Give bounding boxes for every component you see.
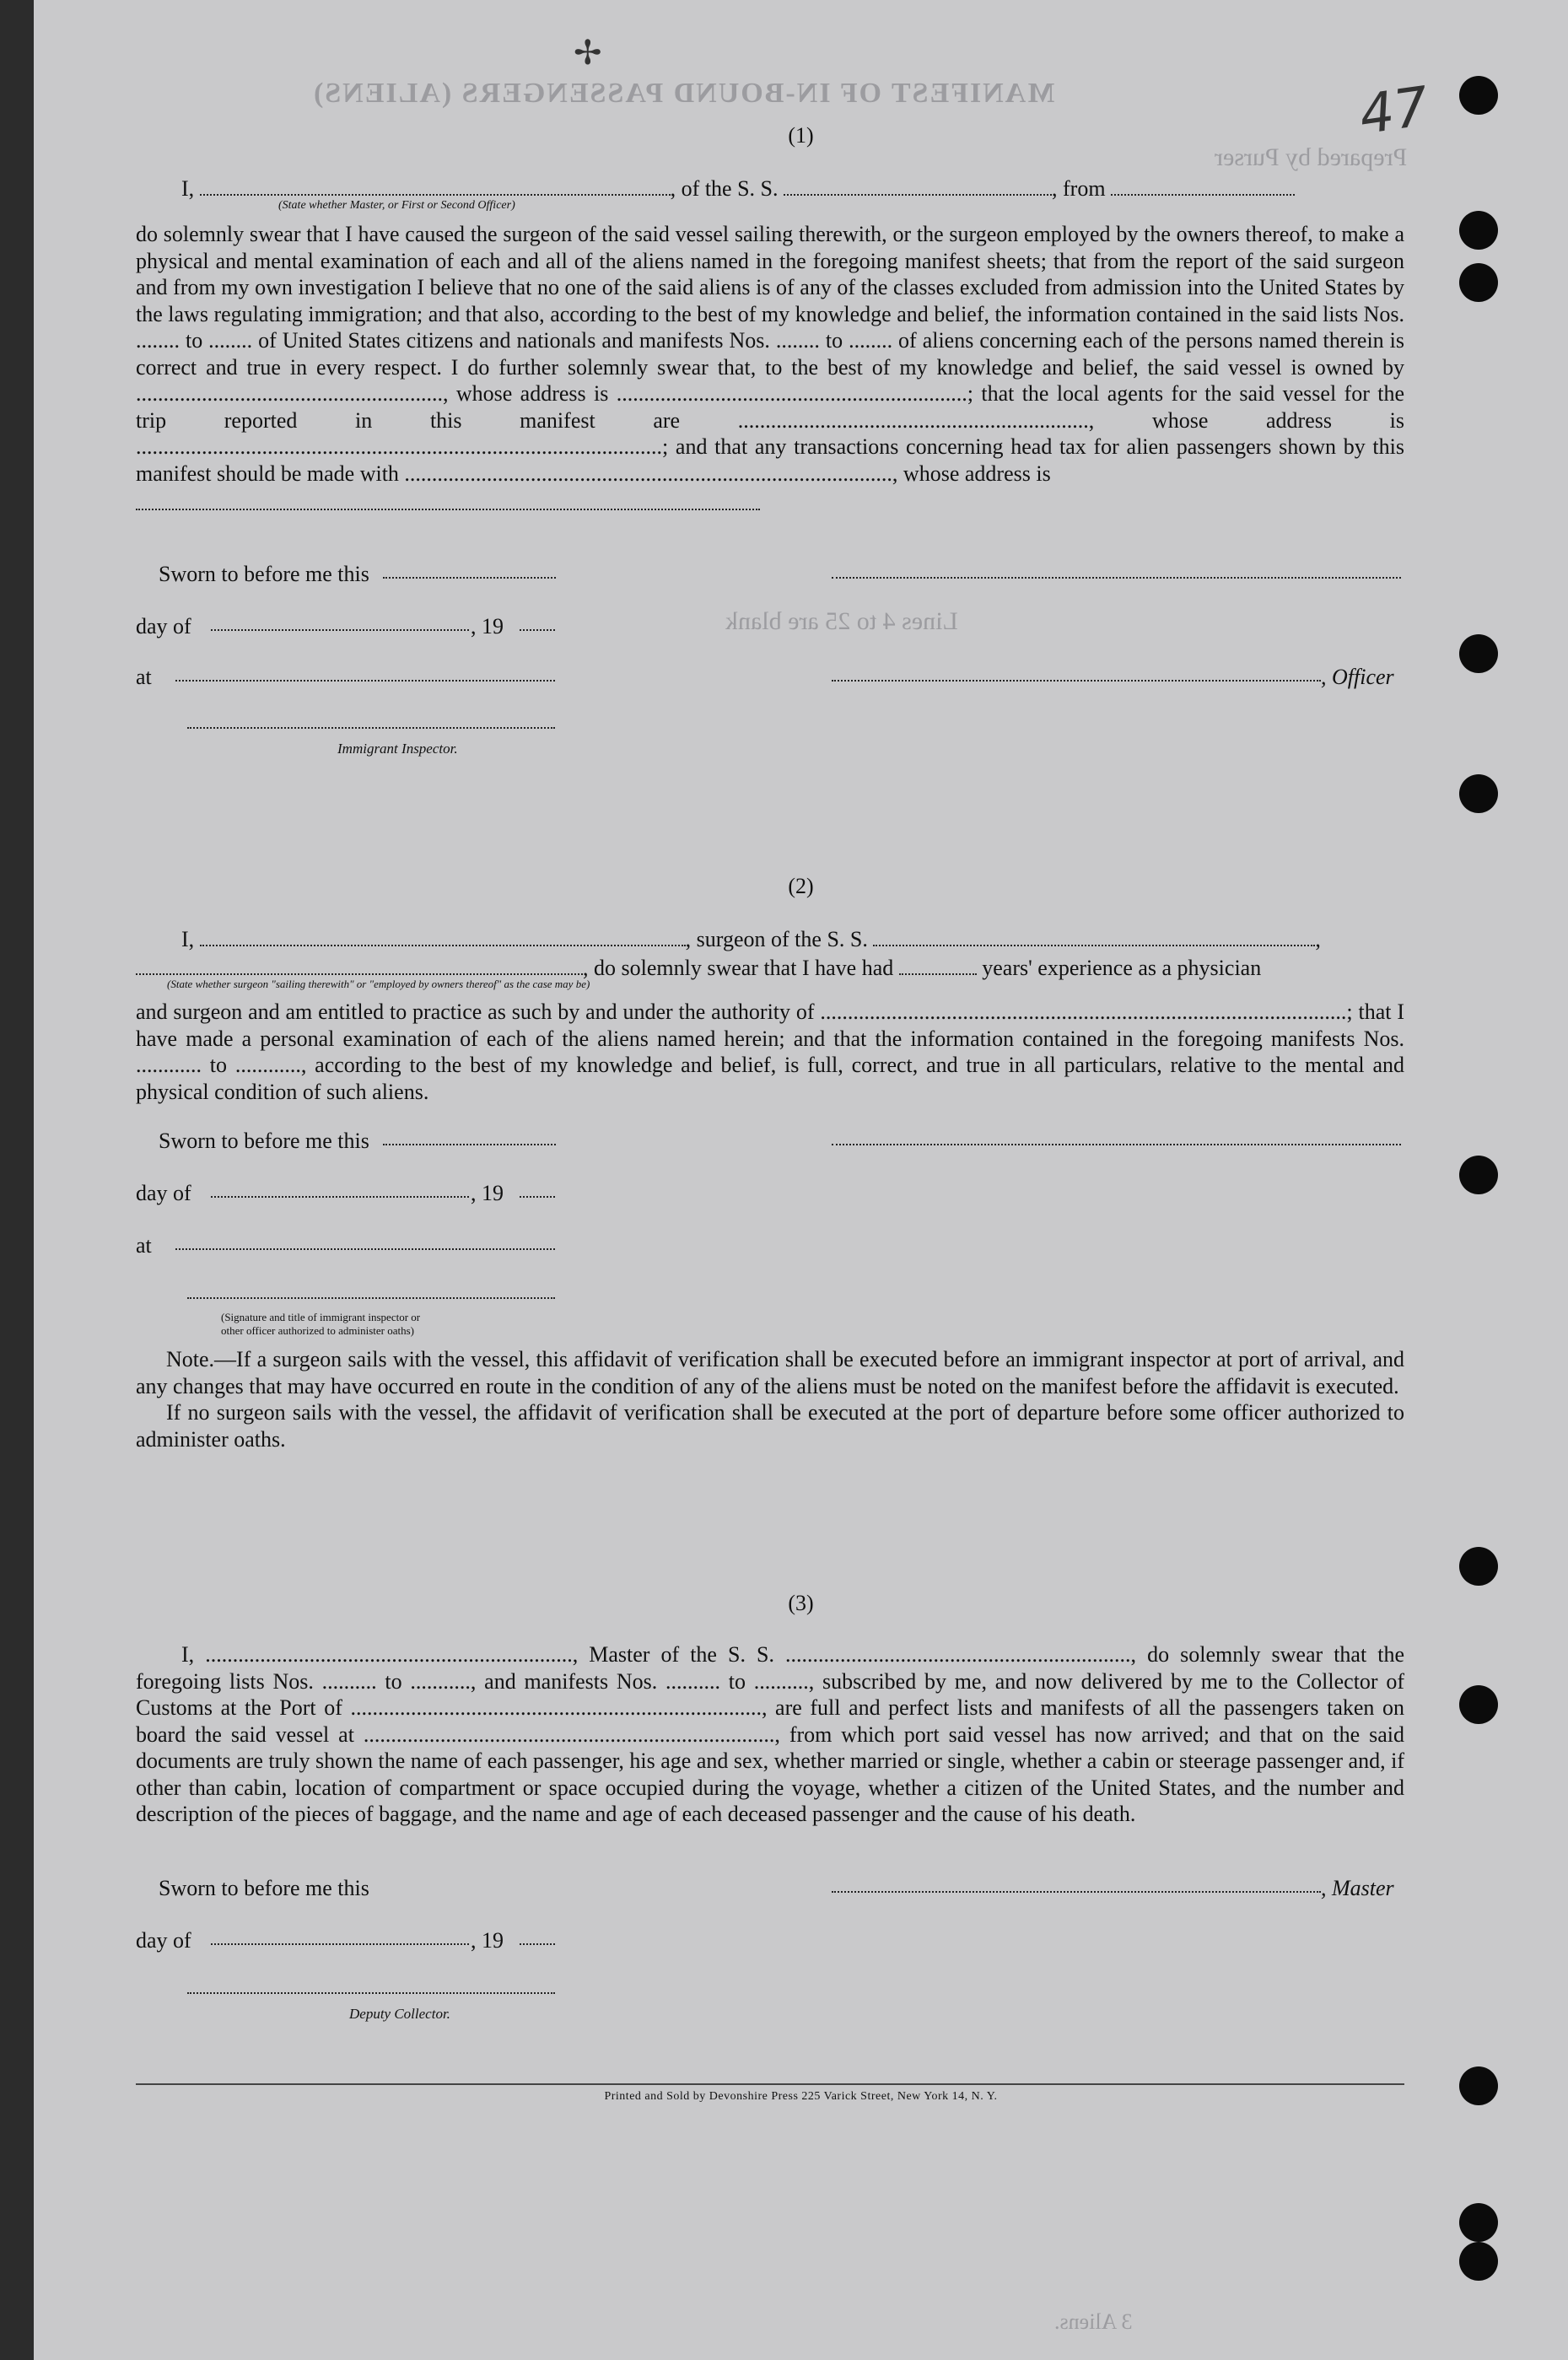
footer-rule: [136, 2083, 1404, 2085]
section-3-sworn-label: Sworn to before me this: [159, 1876, 369, 1900]
section-3-year-label: , 19: [471, 1928, 504, 1953]
binder-hole: [1459, 2242, 1498, 2281]
section-1-inspector-field[interactable]: [187, 714, 555, 729]
section-1-body: [136, 221, 1404, 517]
section-1-day-label: day of: [136, 614, 191, 638]
section-2-signature-caption-1: (Signature and title of immigrant inspector or: [221, 1311, 421, 1323]
section-1-year-field[interactable]: [520, 616, 555, 631]
section-2-first-line: [136, 923, 1404, 952]
section-2-second-line: [136, 951, 1404, 981]
section-1-body-text: do solemnly swear that I have caused the surgeon of the said vessel sailing therewith, or the surgeon employed by the owners thereof, to make a physical and mental examination of each and all of the aliens named in the foregoing manifest sheets; that from the report of the said surgeon and from my own investigation I believe that no one of the said aliens is of any of the classes excluded from admission into the United States by the laws regulating immigration; and that also, according to the best of my knowledge and belief, the information contained in the said lists Nos. ........ to ........ of United States citizens and nationals and manifests Nos. ........ to ........ of aliens concerning each of the persons named therein is correct and true in every respect. I do further solemnly swear that, to the best of my knowledge and belief, the said vessel is owned by ........................................................, whose address is ................................................................; that the local agents for the said vessel for the trip reported in this manifest are ................................................................, whose address is ................................................................................................; and that any transactions concerning head tax for alien passengers shown by this manifest should be made with ........................................................................................., whose address is: [136, 222, 1404, 486]
section-2-at-label: at: [136, 1233, 152, 1258]
bleed-through-lines-note: Lines 4 to 25 are blank: [725, 607, 958, 635]
section-3-body-text: I, ..................................................................., Master of the S. S. ..............................................................., do solemnly swear that the foregoing lists Nos. .......... to ..........., and manifests Nos. .......... to .........., subscribed by me, and now delivered by me to the Collector of Customs at the Port of ..........................................................................., are full and perfect lists and manifests of all the passengers taken on board the said vessel at ..........................................................................., from which port said vessel has now arrived; and that on the said documents are truly shown the name of each passenger, his age and sex, whether married or single, whether a cabin or steerage passenger and, if other than cabin, location of compartment or space occupied during the voyage, whether a citizen of the United States, and the number and description of the pieces of baggage, and the name and age of each deceased passenger and the cause of his death.: [136, 1642, 1404, 1826]
section-3-day-label: day of: [136, 1928, 191, 1953]
section-1-at-field[interactable]: [175, 666, 555, 682]
section-2-inspector-field[interactable]: [187, 1284, 555, 1299]
section-2-comma: ,: [1315, 927, 1321, 951]
ink-mark: ✢: [574, 34, 602, 73]
section-3-deputy-field[interactable]: [187, 1979, 555, 1994]
from-port-field[interactable]: [1111, 172, 1295, 196]
section-1-vessel-label: , of the S. S.: [670, 176, 779, 201]
binder-hole: [1459, 263, 1498, 302]
section-3-year-field[interactable]: [520, 1930, 555, 1945]
section-2-vessel-field[interactable]: [873, 923, 1315, 946]
binder-hole: [1459, 211, 1498, 250]
printer-footer: Printed and Sold by Devonshire Press 225 Varick Street, New York 14, N. Y.: [604, 2090, 998, 2103]
section-2-sworn-field[interactable]: [383, 1130, 556, 1145]
section-2-vessel-label: , surgeon of the S. S.: [685, 927, 868, 951]
section-2-day-label: day of: [136, 1181, 191, 1205]
section-1-officer-label: , Officer: [1321, 665, 1394, 689]
section-2-signature-field[interactable]: [832, 1130, 1401, 1145]
binder-hole: [1459, 774, 1498, 813]
section-2-body: [136, 999, 1404, 1105]
officer-name-field[interactable]: [200, 172, 671, 196]
section-3-body: [136, 1641, 1404, 1828]
vessel-name-field[interactable]: [784, 172, 1052, 196]
bleed-through-header: MANIFEST OF IN-BOUND PASSENGERS (ALIENS): [312, 78, 1055, 109]
years-experience-field[interactable]: [899, 951, 977, 975]
binder-hole: [1459, 1156, 1498, 1194]
section-2-at-field[interactable]: [175, 1235, 555, 1250]
section-2-year-field[interactable]: [520, 1183, 555, 1198]
section-1-heading: (1): [788, 123, 814, 148]
section-3-day-field[interactable]: [211, 1930, 469, 1945]
section-2-surgeon-subcaption: (State whether surgeon "sailing therewith" or "employed by owners thereof" as the case may be): [167, 978, 590, 990]
section-3-master-field[interactable]: [832, 1878, 1321, 1893]
section-1-day-field[interactable]: [211, 616, 469, 631]
section-3-heading: (3): [788, 1591, 814, 1615]
bleed-through-bottom-note: 3 Aliens.: [1054, 2309, 1133, 2334]
section-2-heading: (2): [788, 874, 814, 898]
section-1-from-label: , from: [1052, 176, 1106, 201]
section-2-year-label: , 19: [471, 1181, 504, 1205]
section-1-inspector-caption: Immigrant Inspector.: [337, 741, 458, 757]
section-1-i-label: I,: [181, 176, 195, 201]
section-1-at-label: at: [136, 665, 152, 689]
section-1-officer-field[interactable]: [832, 666, 1321, 682]
bleed-through-prepared-by: Prepared by Purser: [1215, 143, 1408, 171]
section-1-first-line: [136, 172, 1404, 202]
section-2-note-2: If no surgeon sails with the vessel, the affidavit of verification shall be executed at the port of departure before some officer authorized to administer oaths.: [136, 1400, 1404, 1452]
section-2-signature-caption-2: other officer authorized to administer oaths): [221, 1324, 414, 1337]
section-2-notes: [136, 1346, 1404, 1452]
section-2-day-field[interactable]: [211, 1183, 469, 1198]
binder-hole: [1459, 634, 1498, 673]
binder-hole: [1459, 1547, 1498, 1586]
section-1-sworn-field[interactable]: [383, 563, 556, 579]
section-2-body-text: and surgeon and am entitled to practice as such by and under the authority of ................................................................................................; that I have made a personal examination of each of the aliens named herein; and that the information contained in the foregoing manifests Nos. ............ to ............, according to the best of my knowledge and belief, is full, correct, and true in all particulars, relative to the mental and physical condition of such aliens.: [136, 999, 1404, 1104]
address-continuation-field[interactable]: [136, 487, 760, 510]
section-1-year-label: , 19: [471, 614, 504, 638]
binder-hole: [1459, 1685, 1498, 1724]
section-1-sworn-label: Sworn to before me this: [159, 562, 369, 586]
surgeon-type-field[interactable]: [136, 951, 583, 975]
section-2-i-label: I,: [181, 927, 195, 951]
section-3-master-label: , Master: [1321, 1876, 1394, 1900]
section-3-deputy-caption: Deputy Collector.: [349, 2006, 450, 2022]
section-2-swear-label: , do solemnly swear that I have had: [583, 956, 894, 980]
section-1-officer-subcaption: (State whether Master, or First or Second Officer): [278, 199, 515, 212]
binder-hole: [1459, 2203, 1498, 2242]
handwritten-page-number: 47: [1355, 75, 1433, 148]
binder-hole: [1459, 76, 1498, 115]
section-2-note-1: Note.—If a surgeon sails with the vessel, this affidavit of verification shall be executed before an immigrant inspector at port of arrival, and any changes that may have occurred en route in the condition of any of the aliens must be noted on the manifest before the affidavit is executed.: [136, 1347, 1404, 1398]
section-1-signature-field[interactable]: [832, 563, 1401, 579]
section-2-sworn-label: Sworn to before me this: [159, 1129, 369, 1153]
document-page: [34, 0, 1568, 2360]
surgeon-name-field[interactable]: [200, 923, 686, 946]
section-2-years-label: years' experience as a physician: [982, 956, 1262, 980]
